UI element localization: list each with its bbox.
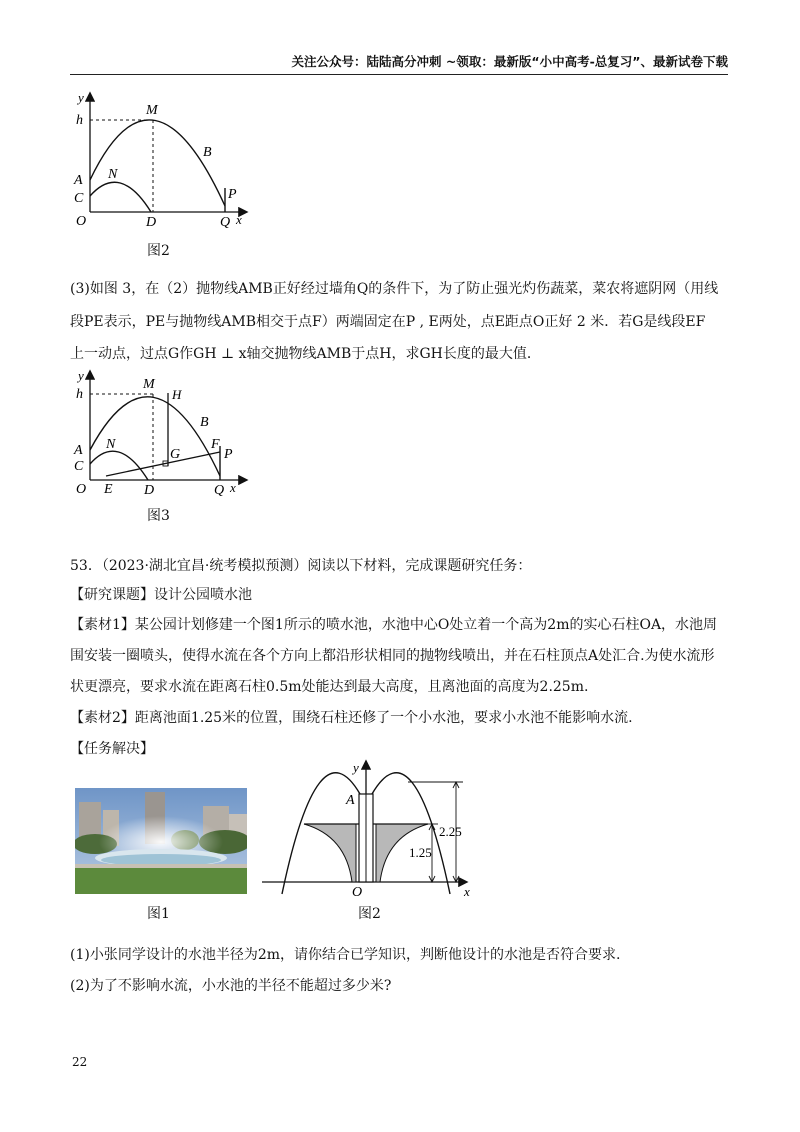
fig3-label-C: C xyxy=(74,459,84,474)
fountain-label-x: x xyxy=(464,884,470,899)
figure-2-caption: 图2 xyxy=(147,243,170,259)
q53-sub2: (2)为了不影响水流，小水池的半径不能超过多少米? xyxy=(70,978,392,994)
fig3-label-O: O xyxy=(76,482,87,496)
page-number: 22 xyxy=(72,1055,88,1069)
fountain-diagram xyxy=(258,756,478,902)
fig3-label-G: G xyxy=(170,447,181,462)
q53-material1-line1: 【素材1】某公园计划修建一个图1所示的喷水池，水池中心O处立着一个高为2m的实心石柱OA，水池周 xyxy=(70,617,718,633)
fig2-label-M: M xyxy=(146,103,158,118)
fig3-label-Q: Q xyxy=(214,483,225,496)
q53-material1-line2: 围安装一圈喷头，使得水流在各个方向上都沿形状相同的抛物线喷出，并在石柱顶点A处汇合.为使水流形 xyxy=(70,648,715,664)
fig3-label-h: h xyxy=(76,387,83,402)
fig3-label-y: y xyxy=(78,368,84,383)
fountain-label-225: 2.25 xyxy=(439,824,462,839)
fig2-label-N: N xyxy=(108,167,118,182)
q3-line-2: 段PE表示，PE与抛物线AMB相交于点F）两端固定在P , E两处，点E距点O正好 2 米．若G是线段EF xyxy=(70,314,706,330)
fig2-label-A: A xyxy=(74,173,83,188)
fig2-label-x: x xyxy=(236,212,242,227)
q53-sub1: (1)小张同学设计的水池半径为2m，请你结合已学知识，判断他设计的水池是否符合要求. xyxy=(70,947,621,963)
fig3-label-P: P xyxy=(224,447,233,462)
q53-intro: 53．（2023·湖北宜昌·统考模拟预测）阅读以下材料，完成课题研究任务： xyxy=(70,558,532,574)
figure-3-caption: 图3 xyxy=(147,508,170,524)
q3-line-1: (3)如图 3，在（2）抛物线AMB正好经过墙角Q的条件下，为了防止强光灼伤蔬菜，菜农将遮阴网（用线 xyxy=(70,281,719,297)
fig3-label-N: N xyxy=(106,437,116,452)
figure-3-graph xyxy=(68,366,258,496)
fountain-diagram-caption: 图2 xyxy=(358,906,381,922)
fig2-label-O: O xyxy=(76,214,87,228)
fig3-label-M: M xyxy=(143,377,155,392)
figure-1-caption: 图1 xyxy=(147,906,170,922)
fig3-label-x: x xyxy=(230,480,236,495)
fountain-label-O: O xyxy=(352,885,363,900)
fig3-label-H: H xyxy=(172,387,182,402)
fig3-label-E: E xyxy=(104,482,113,496)
fig2-label-D: D xyxy=(146,215,157,228)
q53-topic: 【研究课题】设计公园喷水池 xyxy=(70,587,252,603)
fig2-label-Q: Q xyxy=(220,215,231,228)
q53-material2: 【素材2】距离池面1.25米的位置，围绕石柱还修了一个小水池，要求小水池不能影响水流. xyxy=(70,710,633,726)
fig2-label-B: B xyxy=(203,145,212,160)
fountain-label-A: A xyxy=(346,793,355,808)
fig3-label-D: D xyxy=(144,483,155,496)
q3-line-3: 上一动点，过点G作GH ⊥ x轴交抛物线AMB于点H，求GH长度的最大值． xyxy=(70,346,541,362)
page-header xyxy=(70,52,728,75)
fig2-label-h: h xyxy=(76,113,83,128)
fig2-label-P: P xyxy=(228,187,237,202)
fig3-label-F: F xyxy=(211,437,220,452)
header-text: 关注公众号：陆陆高分冲刺 ~领取：最新版“小中高考-总复习”、最新试卷下载 xyxy=(291,54,728,69)
fig3-label-B: B xyxy=(200,415,209,430)
figure-2-graph xyxy=(68,88,258,228)
fountain-label-125: 1.25 xyxy=(409,845,432,860)
fountain-photo xyxy=(75,788,247,894)
q53-material1-line3: 状更漂亮，要求水流在距离石柱0.5m处能达到最大高度，且离池面的高度为2.25m. xyxy=(70,679,589,695)
fig2-label-C: C xyxy=(74,191,84,206)
fig2-label-y: y xyxy=(78,90,84,105)
fig3-label-A: A xyxy=(74,443,83,458)
q53-task: 【任务解决】 xyxy=(70,741,154,757)
fountain-label-y: y xyxy=(353,760,359,775)
